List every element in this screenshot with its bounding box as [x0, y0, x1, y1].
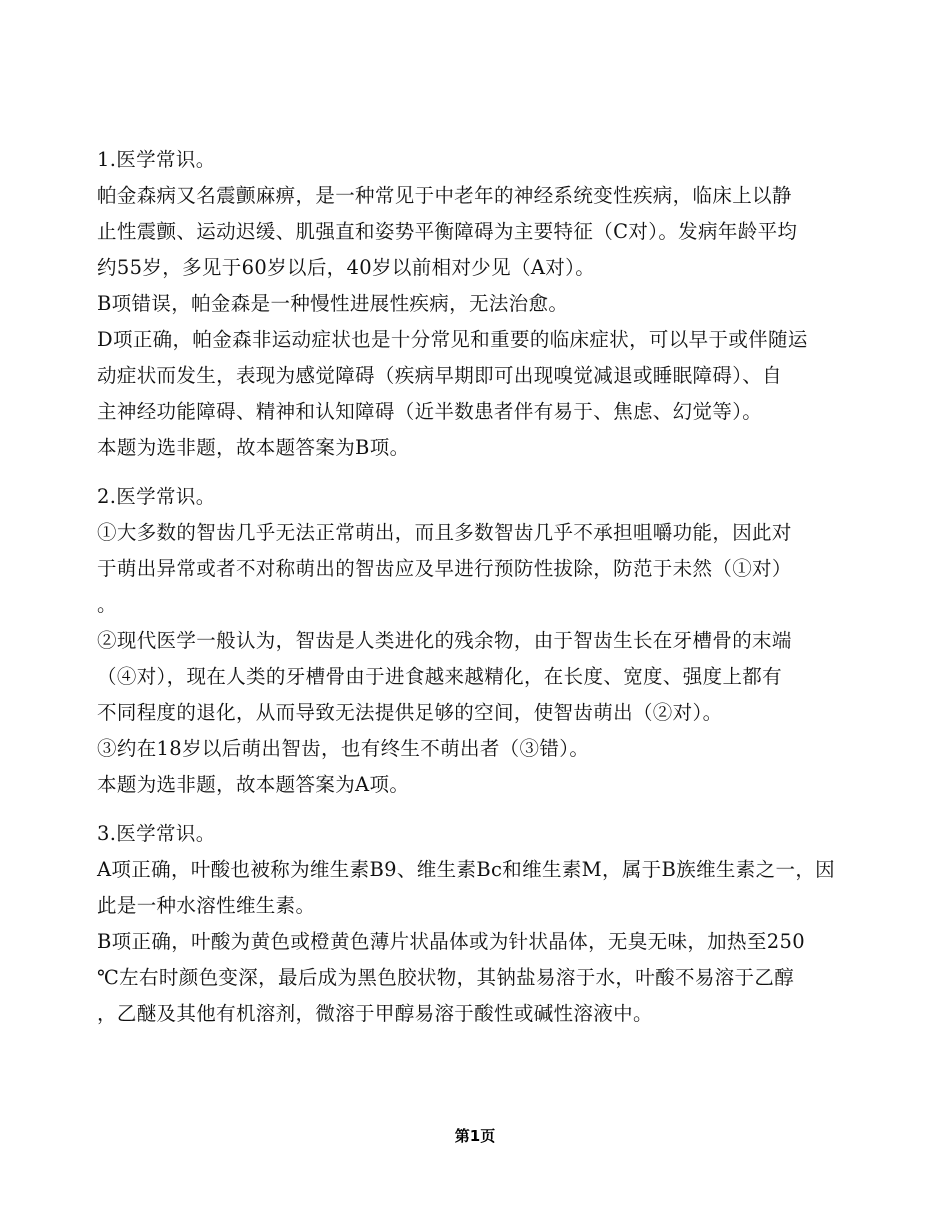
- answer-section-1: [97, 142, 869, 466]
- text-line: 止性震颤、运动迟缓、肌强直和姿势平衡障碍为主要特征（C对）。发病年龄平均: [97, 220, 798, 243]
- text-line: 不同程度的退化，从而导致无法提供足够的空间，使智齿萌出（②对）。: [97, 701, 723, 724]
- text-line: B项正确，叶酸为黄色或橙黄色薄片状晶体或为针状晶体，无臭无味，加热至250: [97, 930, 805, 953]
- text-line: 帕金森病又名震颤麻痹，是一种常见于中老年的神经系统变性疾病，临床上以静: [97, 184, 792, 207]
- text-line: 主神经功能障碍、精神和认知障碍（近半数患者伴有易于、焦虑、幻觉等）。: [97, 400, 763, 423]
- text-line: ①大多数的智齿几乎无法正常萌出，而且多数智齿几乎不承担咀嚼功能，因此对: [97, 521, 792, 544]
- text-line: A项正确，叶酸也被称为维生素B9、维生素Bc和维生素M，属于B族维生素之一，因: [97, 858, 836, 881]
- text-line: ③约在18岁以后萌出智齿，也有终生不萌出者（③错）。: [97, 737, 590, 760]
- text-line: ②现代医学一般认为，智齿是人类进化的残余物，由于智齿生长在牙槽骨的末端: [97, 629, 792, 652]
- text-line: 于萌出异常或者不对称萌出的智齿应及早进行预防性拔除，防范于未然（①对）: [97, 557, 792, 580]
- text-line: ℃左右时颜色变深，最后成为黑色胶状物，其钠盐易溶于水，叶酸不易溶于乙醇: [97, 966, 795, 989]
- section-heading: 1.医学常识。: [97, 148, 216, 171]
- text-line: 约55岁，多见于60岁以后，40岁以前相对少见（A对）。: [97, 256, 596, 279]
- section-heading: 3.医学常识。: [97, 822, 216, 845]
- section-heading: 2.医学常识。: [97, 485, 216, 508]
- page-number: 第1页: [454, 1127, 496, 1145]
- text-line: 动症状而发生，表现为感觉障碍（疾病早期即可出现嗅觉减退或睡眠障碍）、自: [97, 364, 783, 387]
- text-line: 本题为选非题，故本题答案为A项。: [97, 773, 410, 796]
- answer-section-3: [97, 816, 869, 1032]
- document-body: [97, 142, 869, 1045]
- text-line: B项错误，帕金森是一种慢性进展性疾病，无法治愈。: [97, 292, 569, 315]
- text-line: D项正确，帕金森非运动症状也是十分常见和重要的临床症状，可以早于或伴随运: [97, 328, 808, 351]
- text-line: ，乙醚及其他有机溶剂，微溶于甲醇易溶于酸性或碱性溶液中。: [97, 1002, 653, 1025]
- text-line: 此是一种水溶性维生素。: [97, 894, 316, 917]
- answer-section-2: [97, 479, 869, 803]
- text-line: （④对），现在人类的牙槽骨由于进食越来越精化，在长度、宽度、强度上都有: [97, 665, 783, 688]
- text-line: 。: [97, 593, 117, 616]
- text-line: 本题为选非题，故本题答案为B项。: [97, 436, 410, 459]
